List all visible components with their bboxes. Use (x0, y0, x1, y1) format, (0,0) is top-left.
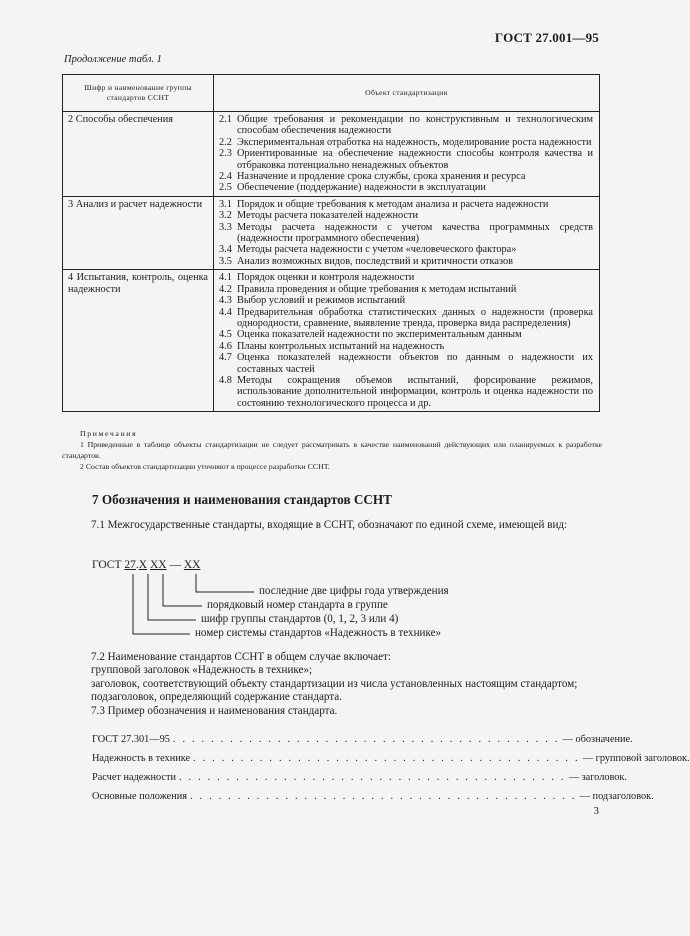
object-item-number: 3.4 (219, 244, 232, 256)
object-item-text: Методы расчета надежности с учетом качества программных средств (надежности программного обеспечения) (237, 221, 593, 245)
connector-system (133, 574, 190, 634)
object-item-text: Порядок оценки и контроля надежности (237, 272, 415, 284)
example-row: Расчет надежности . . . . . . . . . . . . . . . . . . . . . . . . . . . . . . . . . . . . . . . . . — заголовок. (92, 772, 627, 783)
paragraph-7-1: 7.1 Межгосударственные стандарты, входящие в ССНТ, обозначают по единой схеме, имеющей вид: (91, 519, 568, 531)
example-value: — подзаголовок. (579, 791, 654, 802)
object-item-number: 2.2 (219, 136, 232, 148)
note-1: 1 Приведенные в таблице объекты стандартизации не следует рассматривать в качестве наименований действующих или планируемых к разработке стандартов. (62, 440, 602, 460)
scheme-label-system: номер системы стандартов «Надежность в технике» (195, 627, 442, 639)
object-item-text: Выбор условий и режимов испытаний (237, 295, 406, 307)
object-item-number: 4.7 (219, 352, 232, 364)
object-item-text: Ориентированные на обеспечение надежности способы контроля качества и отбраковка потенциально ненадежных объектов (237, 148, 593, 171)
column-header-object: Объект стандартизации (214, 75, 600, 112)
object-item-text: Экспериментальная отработка на надежность, моделирование роста надежности (237, 136, 592, 148)
group-name-cell: 2 Способы обеспечения (63, 112, 214, 197)
example-row: Основные положения . . . . . . . . . . . . . . . . . . . . . . . . . . . . . . . . . . . . . . . . . — подзаголовок. (92, 791, 654, 802)
example-key: Расчет надежности (92, 772, 176, 783)
object-item-text: Правила проведения и общие требования к методам испытаний (237, 283, 517, 295)
object-item-number: 2.3 (219, 148, 232, 160)
object-item-number: 4.5 (219, 329, 232, 341)
object-item-text: Методы расчета надежности с учетом «человеческого фактора» (237, 244, 517, 256)
object-item-text: Обеспечение (поддержание) надежности в эксплуатации (237, 182, 486, 194)
object-item-text: Методы расчета показателей надежности (237, 210, 418, 222)
paragraph-7-3: 7.3 Пример обозначения и наименования стандарта. (91, 704, 338, 717)
object-item-number: 3.2 (219, 210, 232, 222)
example-value: — заголовок. (568, 772, 627, 783)
group-name-cell: 3 Анализ и расчет надежности (63, 196, 214, 269)
standard-code: ГОСТ 27.001—95 (494, 30, 599, 45)
object-item-number: 4.8 (219, 374, 232, 386)
object-item-number: 4.6 (219, 340, 232, 352)
object-item-text: Порядок и общие требования к методам анализа и расчета надежности (237, 198, 549, 210)
column-header-group: Шифр и наименование группы стандартов ССНТ (63, 75, 214, 112)
scheme-label-number: порядковый номер стандарта в группе (207, 599, 388, 611)
example-key: ГОСТ 27.301—95 (92, 734, 170, 745)
example-value: — обозначение. (562, 734, 633, 745)
scheme-group-code: X (138, 559, 148, 571)
object-item-text: Методы сокращения объемов испытаний, форсирование режимов, использование дополнительной информации, контроль и оценка надежности по состоянию технологического процесса и др. (237, 374, 593, 409)
notes-heading: Примечания (80, 429, 138, 438)
object-item-number: 2.4 (219, 171, 232, 183)
example-value: — групповой заголовок. (582, 753, 690, 764)
paragraph-7-2 (62, 651, 601, 718)
section-heading: 7 Обозначения и наименования стандартов ССНТ (92, 492, 392, 507)
scheme-prefix: ГОСТ (92, 559, 125, 571)
object-item-number: 4.4 (219, 306, 232, 318)
object-item-number: 4.2 (219, 283, 232, 295)
object-item-number: 4.1 (219, 272, 232, 284)
connector-year (196, 574, 254, 592)
scheme-label-group: шифр группы стандартов (0, 1, 2, 3 или 4) (201, 613, 399, 625)
table-continuation-label: Продолжение табл. 1 (64, 54, 162, 65)
page-number: 3 (593, 805, 599, 817)
object-item-number: 2.5 (219, 182, 232, 194)
object-item-text: Предварительная обработка статистических данных о надежности (проверка однородности, сравнение, выявление тренда, проверка вида распределения) (237, 306, 593, 329)
example-key: Основные положения (92, 791, 187, 802)
scheme-number-code: XX (149, 559, 167, 571)
scheme-system-code: 27 (124, 559, 136, 571)
object-item-number: 2.1 (219, 114, 232, 125)
object-item-text: Оценка показателей надежности по экспериментальным данным (237, 329, 522, 341)
object-item-text: Оценка показателей надежности объектов по данным о надежности их составных частей (237, 352, 593, 375)
connector-group (148, 574, 196, 620)
note-2: 2 Состав объектов стандартизации уточняют в процессе разработки ССНТ. (80, 462, 330, 471)
scheme-label-year: последние две цифры года утверждения (259, 585, 449, 597)
object-item-number: 4.3 (219, 295, 232, 307)
example-key: Надежность в технике (92, 753, 191, 764)
scheme-dash: — (166, 559, 184, 571)
scheme-year-code: XX (183, 559, 201, 571)
object-item-text: Анализ возможных видов, последствий и критичности отказов (237, 255, 513, 267)
example-row: Надежность в технике . . . . . . . . . . . . . . . . . . . . . . . . . . . . . . . . . . . . . . . . . — групповой заголовок. (92, 753, 690, 764)
object-item-text: Планы контрольных испытаний на надежность (237, 340, 445, 352)
object-item-number: 3.5 (219, 255, 232, 267)
p72-line-1: 7.2 Наименование стандартов ССНТ в общем случае включает: (91, 651, 391, 663)
p72-line-4: подзаголовок, определяющий содержание стандарта. (91, 691, 342, 704)
object-item-text: Назначение и продление срока службы, срока хранения и ресурса (237, 171, 526, 183)
object-item-number: 3.1 (219, 198, 232, 210)
scheme-dot: . (135, 559, 139, 571)
group-name-cell: 4 Испытания, контроль, оценка надежности (63, 270, 214, 412)
object-item-number: 3.3 (219, 221, 232, 233)
p72-line-2: групповой заголовок «Надежность в технике»; (91, 664, 313, 677)
object-item-text: Общие требования и рекомендации по конструктивным и технологическим способам обеспечения надежности (237, 114, 593, 137)
p72-line-3: заголовок, соответствующий объекту стандартизации из числа установленных настоящим стандартом; (91, 677, 578, 690)
example-row: ГОСТ 27.301—95 . . . . . . . . . . . . . . . . . . . . . . . . . . . . . . . . . . . . . . . . . — обозначение. (92, 734, 633, 745)
